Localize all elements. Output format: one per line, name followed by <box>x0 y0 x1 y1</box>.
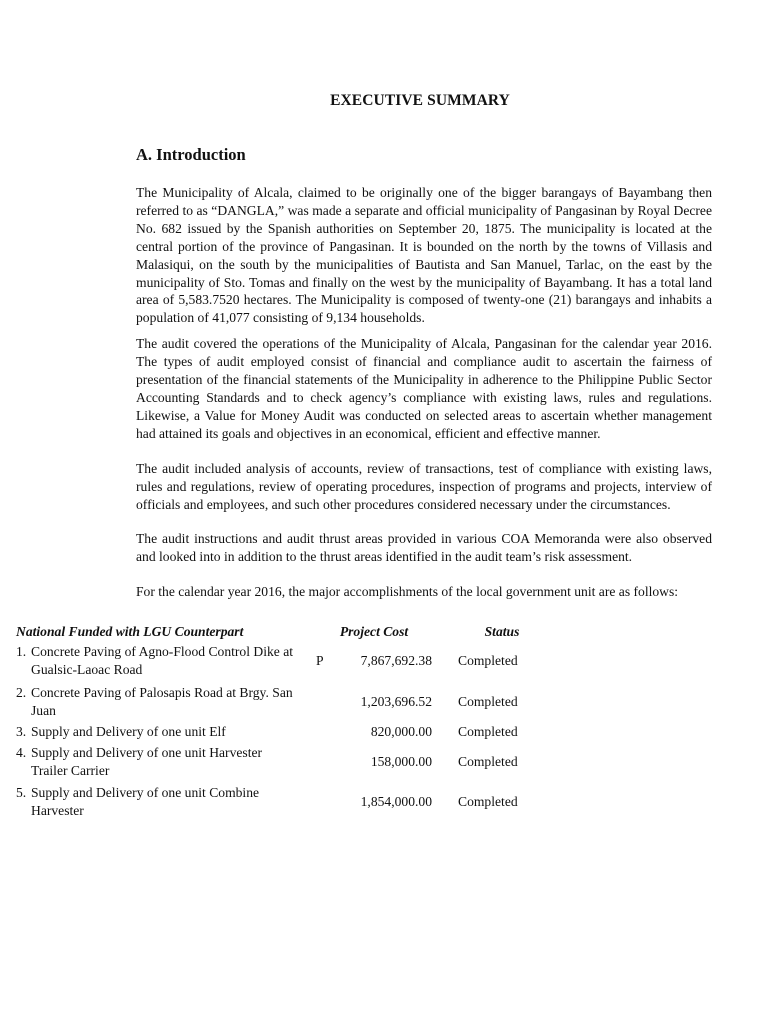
projects-table <box>16 623 576 820</box>
table-row <box>16 684 576 720</box>
currency-symbol: P <box>316 653 324 668</box>
project-cost: 7,867,692.38 <box>360 653 432 668</box>
section-heading: A. Introduction <box>136 145 246 164</box>
project-status: Completed <box>458 694 518 709</box>
paragraph-audit-procedures: The audit included analysis of accounts, review of transactions, test of compliance with existing laws, rules and regulations, review of operating procedures, inspection of programs and projects, interview of officials and employees, and such other procedures considered necessary under the circumstances. <box>136 460 712 512</box>
projects-table-header <box>16 623 576 641</box>
project-status: Completed <box>458 653 518 668</box>
project-description: Supply and Delivery of one unit Combine Harvester <box>31 785 260 818</box>
project-status: Completed <box>458 794 518 809</box>
project-description: Concrete Paving of Palosapis Road at Brgy. San Juan <box>31 685 293 718</box>
project-status: Completed <box>458 724 518 739</box>
row-number: 5. <box>16 785 27 800</box>
header-status: Status <box>484 624 520 639</box>
document-title: EXECUTIVE SUMMARY <box>330 92 510 109</box>
header-project-name: National Funded with LGU Counterpart <box>16 624 244 639</box>
project-description: Supply and Delivery of one unit Elf <box>31 724 226 739</box>
paragraph-municipality-background: The Municipality of Alcala, claimed to be originally one of the bigger barangays of Bayambang then referred to as “DANGLA,” was made a separate and official municipality of Pangasinan by Royal Decree No. 682 issued by the Spanish authorities on September 20, 1875. The municipality is located at the central portion of the province of Pangasinan. It is bounded on the north by the towns of Villasis and Malasiqui, on the south by the municipalities of Bautista and San Manuel, Tarlac, on the east by the municipality of Sto. Tomas and finally on the west by the municipality of Bayambang. It has a total land area of 5,583.7520 hectares. The Municipality is composed of twenty-one (21) barangays and inhabits a population of 41,077 consisting of 9,134 households. <box>136 185 712 326</box>
paragraph-accomplishments-intro: For the calendar year 2016, the major accomplishments of the local government unit are as follows: <box>136 584 679 600</box>
paragraph-audit-coverage: The audit covered the operations of the Municipality of Alcala, Pangasinan for the calendar year 2016. The types of audit employed consist of financial and compliance audit to ascertain the fairness of presentation of the financial statements of the Municipality in adherence to the Philippine Public Sector Accounting Standards and to check agency’s compliance with existing laws, rules and regulations. Likewise, a Value for Money Audit was conducted on selected areas to ascertain whether management had attained its goals and objectives in an economical, efficient and effective manner. <box>136 336 712 441</box>
project-status: Completed <box>458 754 518 769</box>
table-row <box>16 744 576 780</box>
project-description: Supply and Delivery of one unit Harvester Trailer Carrier <box>31 745 263 778</box>
project-cost: 820,000.00 <box>370 724 432 739</box>
paragraph-audit-instructions: The audit instructions and audit thrust areas provided in various COA Memoranda were also observed and looked into in addition to the thrust areas identified in the audit team’s risk assessment. <box>136 531 712 565</box>
table-row <box>16 784 576 820</box>
document-page <box>136 92 712 601</box>
project-cost: 1,203,696.52 <box>360 694 432 709</box>
table-row <box>16 643 576 679</box>
table-row <box>16 723 576 741</box>
project-cost: 1,854,000.00 <box>360 794 432 809</box>
header-project-cost: Project Cost <box>339 624 409 639</box>
row-number: 3. <box>16 724 27 739</box>
project-cost: 158,000.00 <box>370 754 432 769</box>
project-description: Concrete Paving of Agno-Flood Control Dike at Gualsic-Laoac Road <box>31 644 294 677</box>
row-number: 4. <box>16 745 27 760</box>
row-number: 1. <box>16 644 27 659</box>
row-number: 2. <box>16 685 27 700</box>
